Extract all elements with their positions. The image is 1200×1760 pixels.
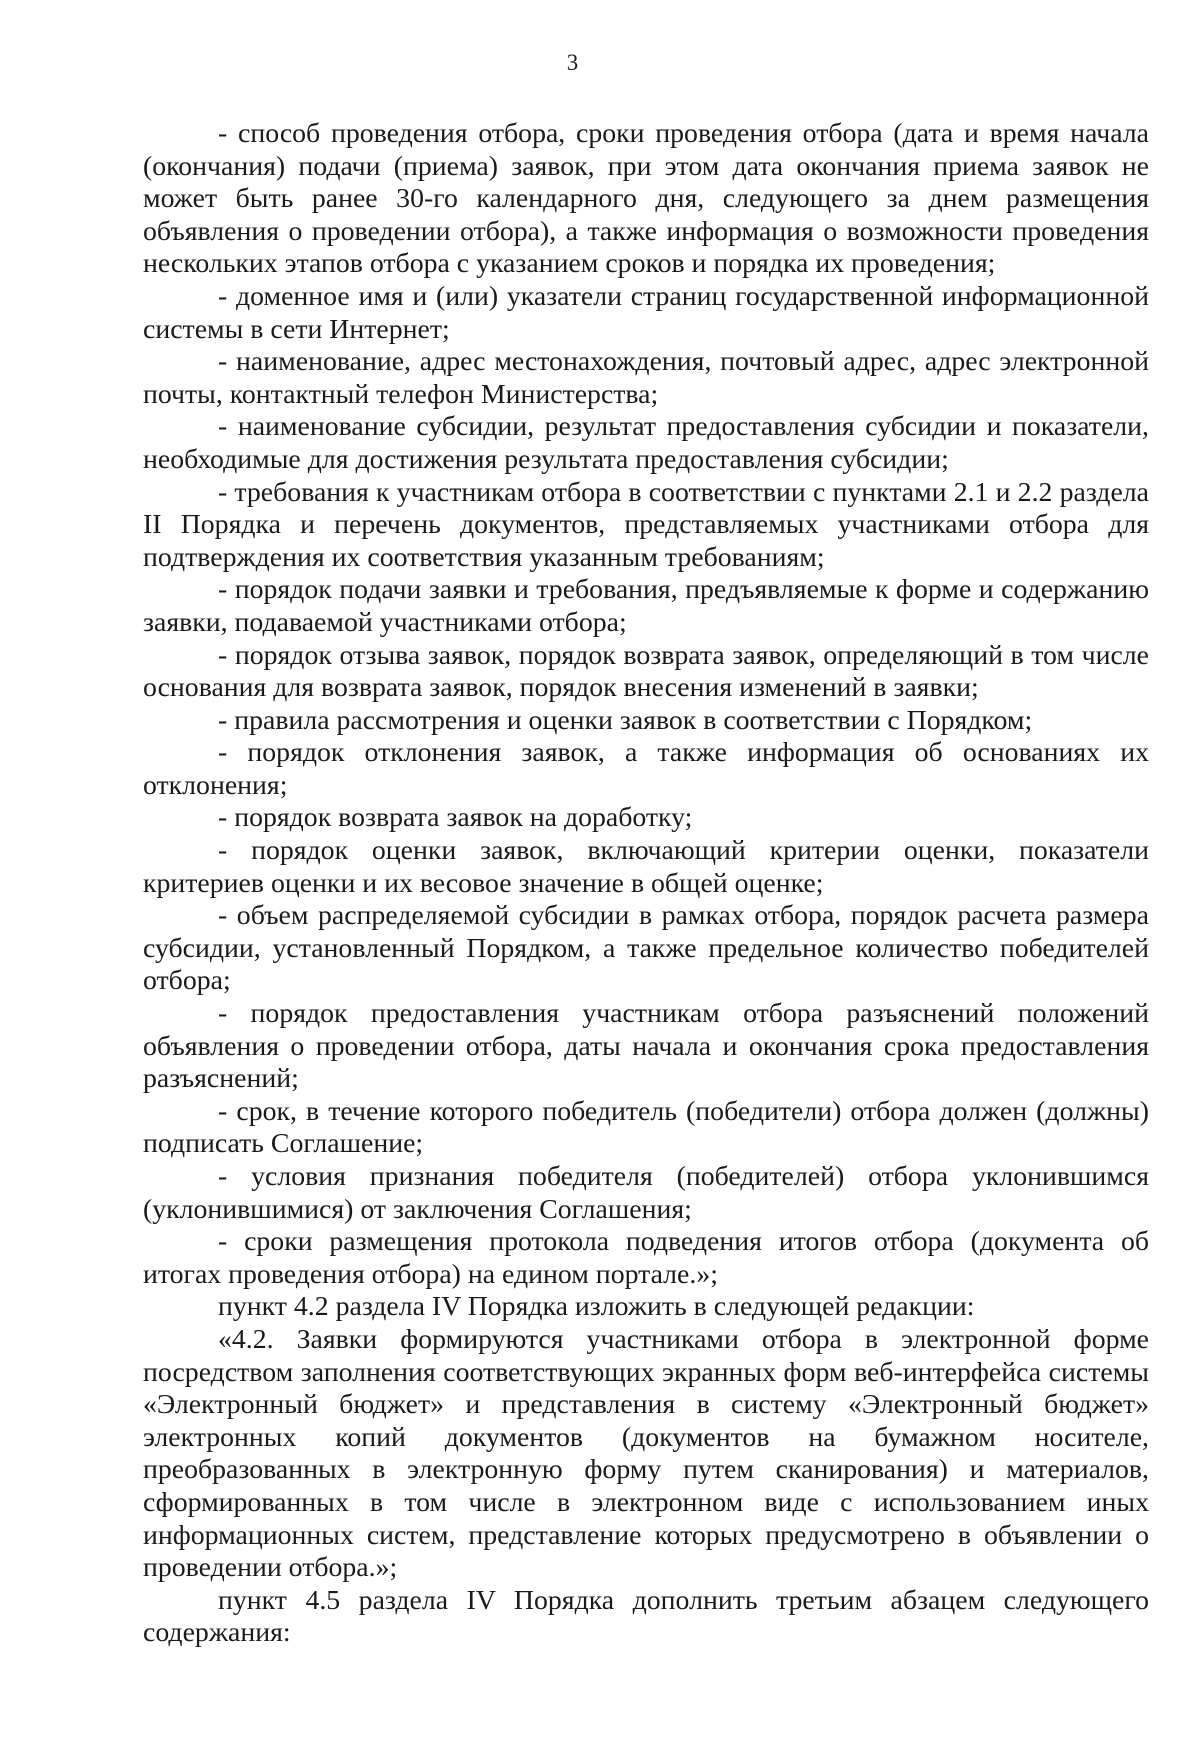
paragraph-domain-name: - доменное имя и (или) указатели страниц государственной информационной системы в сети Интернет; [143, 280, 1149, 345]
paragraph-return-for-revision: - порядок возврата заявок на доработку; [218, 802, 693, 834]
paragraph-ministry-contacts: - наименование, адрес местонахождения, почтовый адрес, адрес электронной почты, контактный телефон Министерства; [143, 346, 1149, 410]
paragraph-subsidy-volume: - объем распределяемой субсидии в рамках отбора, порядок расчета размера субсидии, установленный Порядком, а также предельное количество победителей отбора; [143, 900, 1149, 997]
paragraph-rejection-order: - порядок отклонения заявок, а также информация об основаниях их отклонения; [143, 737, 1149, 801]
paragraph-clause-4-2-intro: пункт 4.2 раздела IV Порядка изложить в следующей редакции: [218, 1291, 975, 1323]
paragraph-clarifications: - порядок предоставления участникам отбора разъяснений положений объявления о проведении отбора, даты начала и окончания срока предоставления разъяснений; [143, 998, 1149, 1095]
document-body [143, 118, 1149, 1650]
paragraph-application-submission: - порядок подачи заявки и требования, предъявляемые к форме и содержанию заявки, подаваемой участниками отбора; [143, 574, 1149, 638]
paragraph-application-withdrawal: - порядок отзыва заявок, порядок возврата заявок, определяющий в том числе основания для возврата заявок, порядок внесения изменений в заявки; [143, 639, 1149, 704]
paragraph-protocol-placement: - сроки размещения протокола подведения итогов отбора (документа об итогах проведения отбора) на едином портале.»; [143, 1226, 1149, 1290]
paragraph-selection-method: - способ проведения отбора, сроки проведения отбора (дата и время начала (окончания) подачи (приема) заявок, при этом дата окончания приема заявок не может быть ранее 30-го календарного дня, следующего за днем размещения объявления о проведении отбора), а также информация о возможности проведения нескольких этапов отбора с указанием сроков и порядка их проведения; [143, 118, 1149, 280]
paragraph-clause-4-2-text: «4.2. Заявки формируются участниками отбора в электронной форме посредством заполнения соответствующих экранных форм веб-интерфейса системы «Электронный бюджет» и представления в систему «Электронный бюджет» электронных копий документов (документов на бумажном носителе, преобразованных в электронную форму путем сканирования) и материалов, сформированных в том числе в электронном виде с использованием иных информационных систем, представление которых предусмотрено в объявлении о проведении отбора.»; [143, 1323, 1149, 1584]
paragraph-participant-requirements: - требования к участникам отбора в соответствии с пунктами 2.1 и 2.2 раздела II Порядка и перечень документов, представляемых участниками отбора для подтверждения их соответствия указанным требованиям; [143, 476, 1149, 573]
paragraph-signing-deadline: - срок, в течение которого победитель (победители) отбора должен (должны) подписать Соглашение; [143, 1095, 1149, 1160]
paragraph-review-rules: - правила рассмотрения и оценки заявок в соответствии с Порядком; [218, 704, 1033, 736]
paragraph-evasion-conditions: - условия признания победителя (победителей) отбора уклонившимся (уклонившимися) от заключения Соглашения; [143, 1161, 1149, 1225]
page-number: 3 [566, 50, 579, 75]
paragraph-subsidy-name: - наименование субсидии, результат предоставления субсидии и показатели, необходимые для достижения результата предоставления субсидии; [143, 411, 1149, 475]
paragraph-evaluation-order: - порядок оценки заявок, включающий критерии оценки, показатели критериев оценки и их весовое значение в общей оценке; [143, 835, 1149, 899]
paragraph-clause-4-5-intro: пункт 4.5 раздела IV Порядка дополнить третьим абзацем следующего содержания: [143, 1584, 1149, 1649]
